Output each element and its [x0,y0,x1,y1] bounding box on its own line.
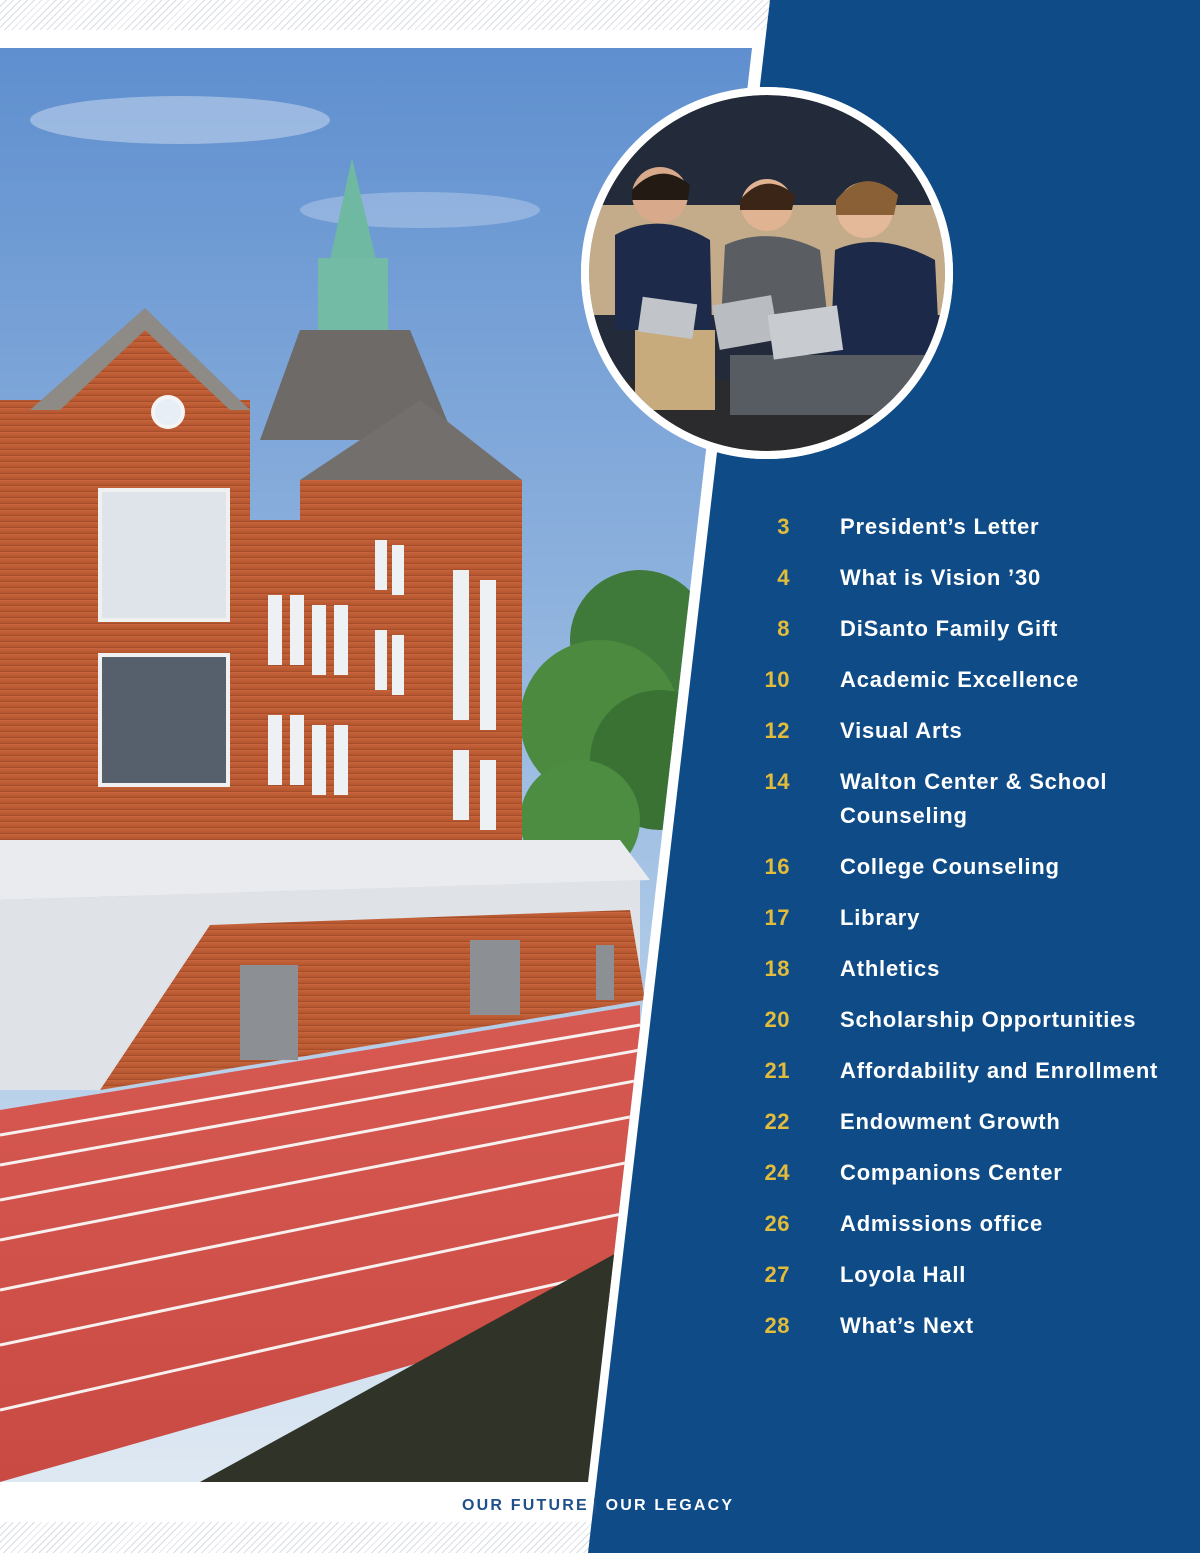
toc-item[interactable] [740,850,1180,884]
toc-page-number: 21 [764,1058,790,1083]
footer-tagline [462,1497,734,1515]
toc-page-number: 8 [777,616,790,641]
toc-page-number: 4 [777,565,790,590]
toc-title: President’s Letter [840,514,1040,539]
toc-item[interactable] [740,952,1180,986]
toc-title: DiSanto Family Gift [840,616,1059,641]
toc-page-number: 16 [764,854,790,879]
toc-page-number: 10 [764,667,790,692]
toc-item[interactable] [740,1309,1180,1343]
toc-title: Affordability and Enrollment [840,1058,1159,1083]
toc-item[interactable] [740,1258,1180,1292]
footer-left-text: OUR FUTURE [462,1497,589,1514]
table-of-contents [740,510,1180,1360]
toc-item[interactable] [740,663,1180,697]
toc-page-number: 20 [764,1007,790,1032]
toc-title: Companions Center [840,1160,1063,1185]
toc-page-number: 18 [764,956,790,981]
toc-page-number: 26 [764,1211,790,1236]
footer-separator: | [592,1497,600,1514]
toc-page-number: 28 [764,1313,790,1338]
toc-page-number: 22 [764,1109,790,1134]
toc-title: Athletics [840,956,941,981]
toc-item[interactable] [740,1156,1180,1190]
toc-item[interactable] [740,1105,1180,1139]
toc-title: Loyola Hall [840,1262,967,1287]
toc-page-number: 14 [764,769,790,794]
toc-title: What is Vision ’30 [840,565,1042,590]
toc-page-number: 17 [764,905,790,930]
toc-item[interactable] [740,1003,1180,1037]
toc-item[interactable] [740,510,1180,544]
toc-item[interactable] [740,714,1180,748]
toc-title: Visual Arts [840,718,963,743]
toc-page-number: 12 [764,718,790,743]
toc-item[interactable] [740,765,1180,833]
toc-title: Endowment Growth [840,1109,1061,1134]
toc-title: What’s Next [840,1313,974,1338]
toc-title: College Counseling [840,854,1060,879]
toc-item[interactable] [740,612,1180,646]
toc-page-number: 27 [764,1262,790,1287]
toc-title: Academic Excellence [840,667,1080,692]
toc-page-number: 24 [764,1160,790,1185]
toc-page-number: 3 [777,514,790,539]
toc-item[interactable] [740,561,1180,595]
toc-title: Admissions office [840,1211,1044,1236]
toc-title: Scholarship Opportunities [840,1007,1137,1032]
toc-item[interactable] [740,1054,1180,1088]
toc-item[interactable] [740,901,1180,935]
toc-item[interactable] [740,1207,1180,1241]
footer-right-text: OUR LEGACY [605,1497,735,1514]
toc-title: Library [840,905,921,930]
toc-title: Walton Center & School Counseling [840,769,1108,828]
